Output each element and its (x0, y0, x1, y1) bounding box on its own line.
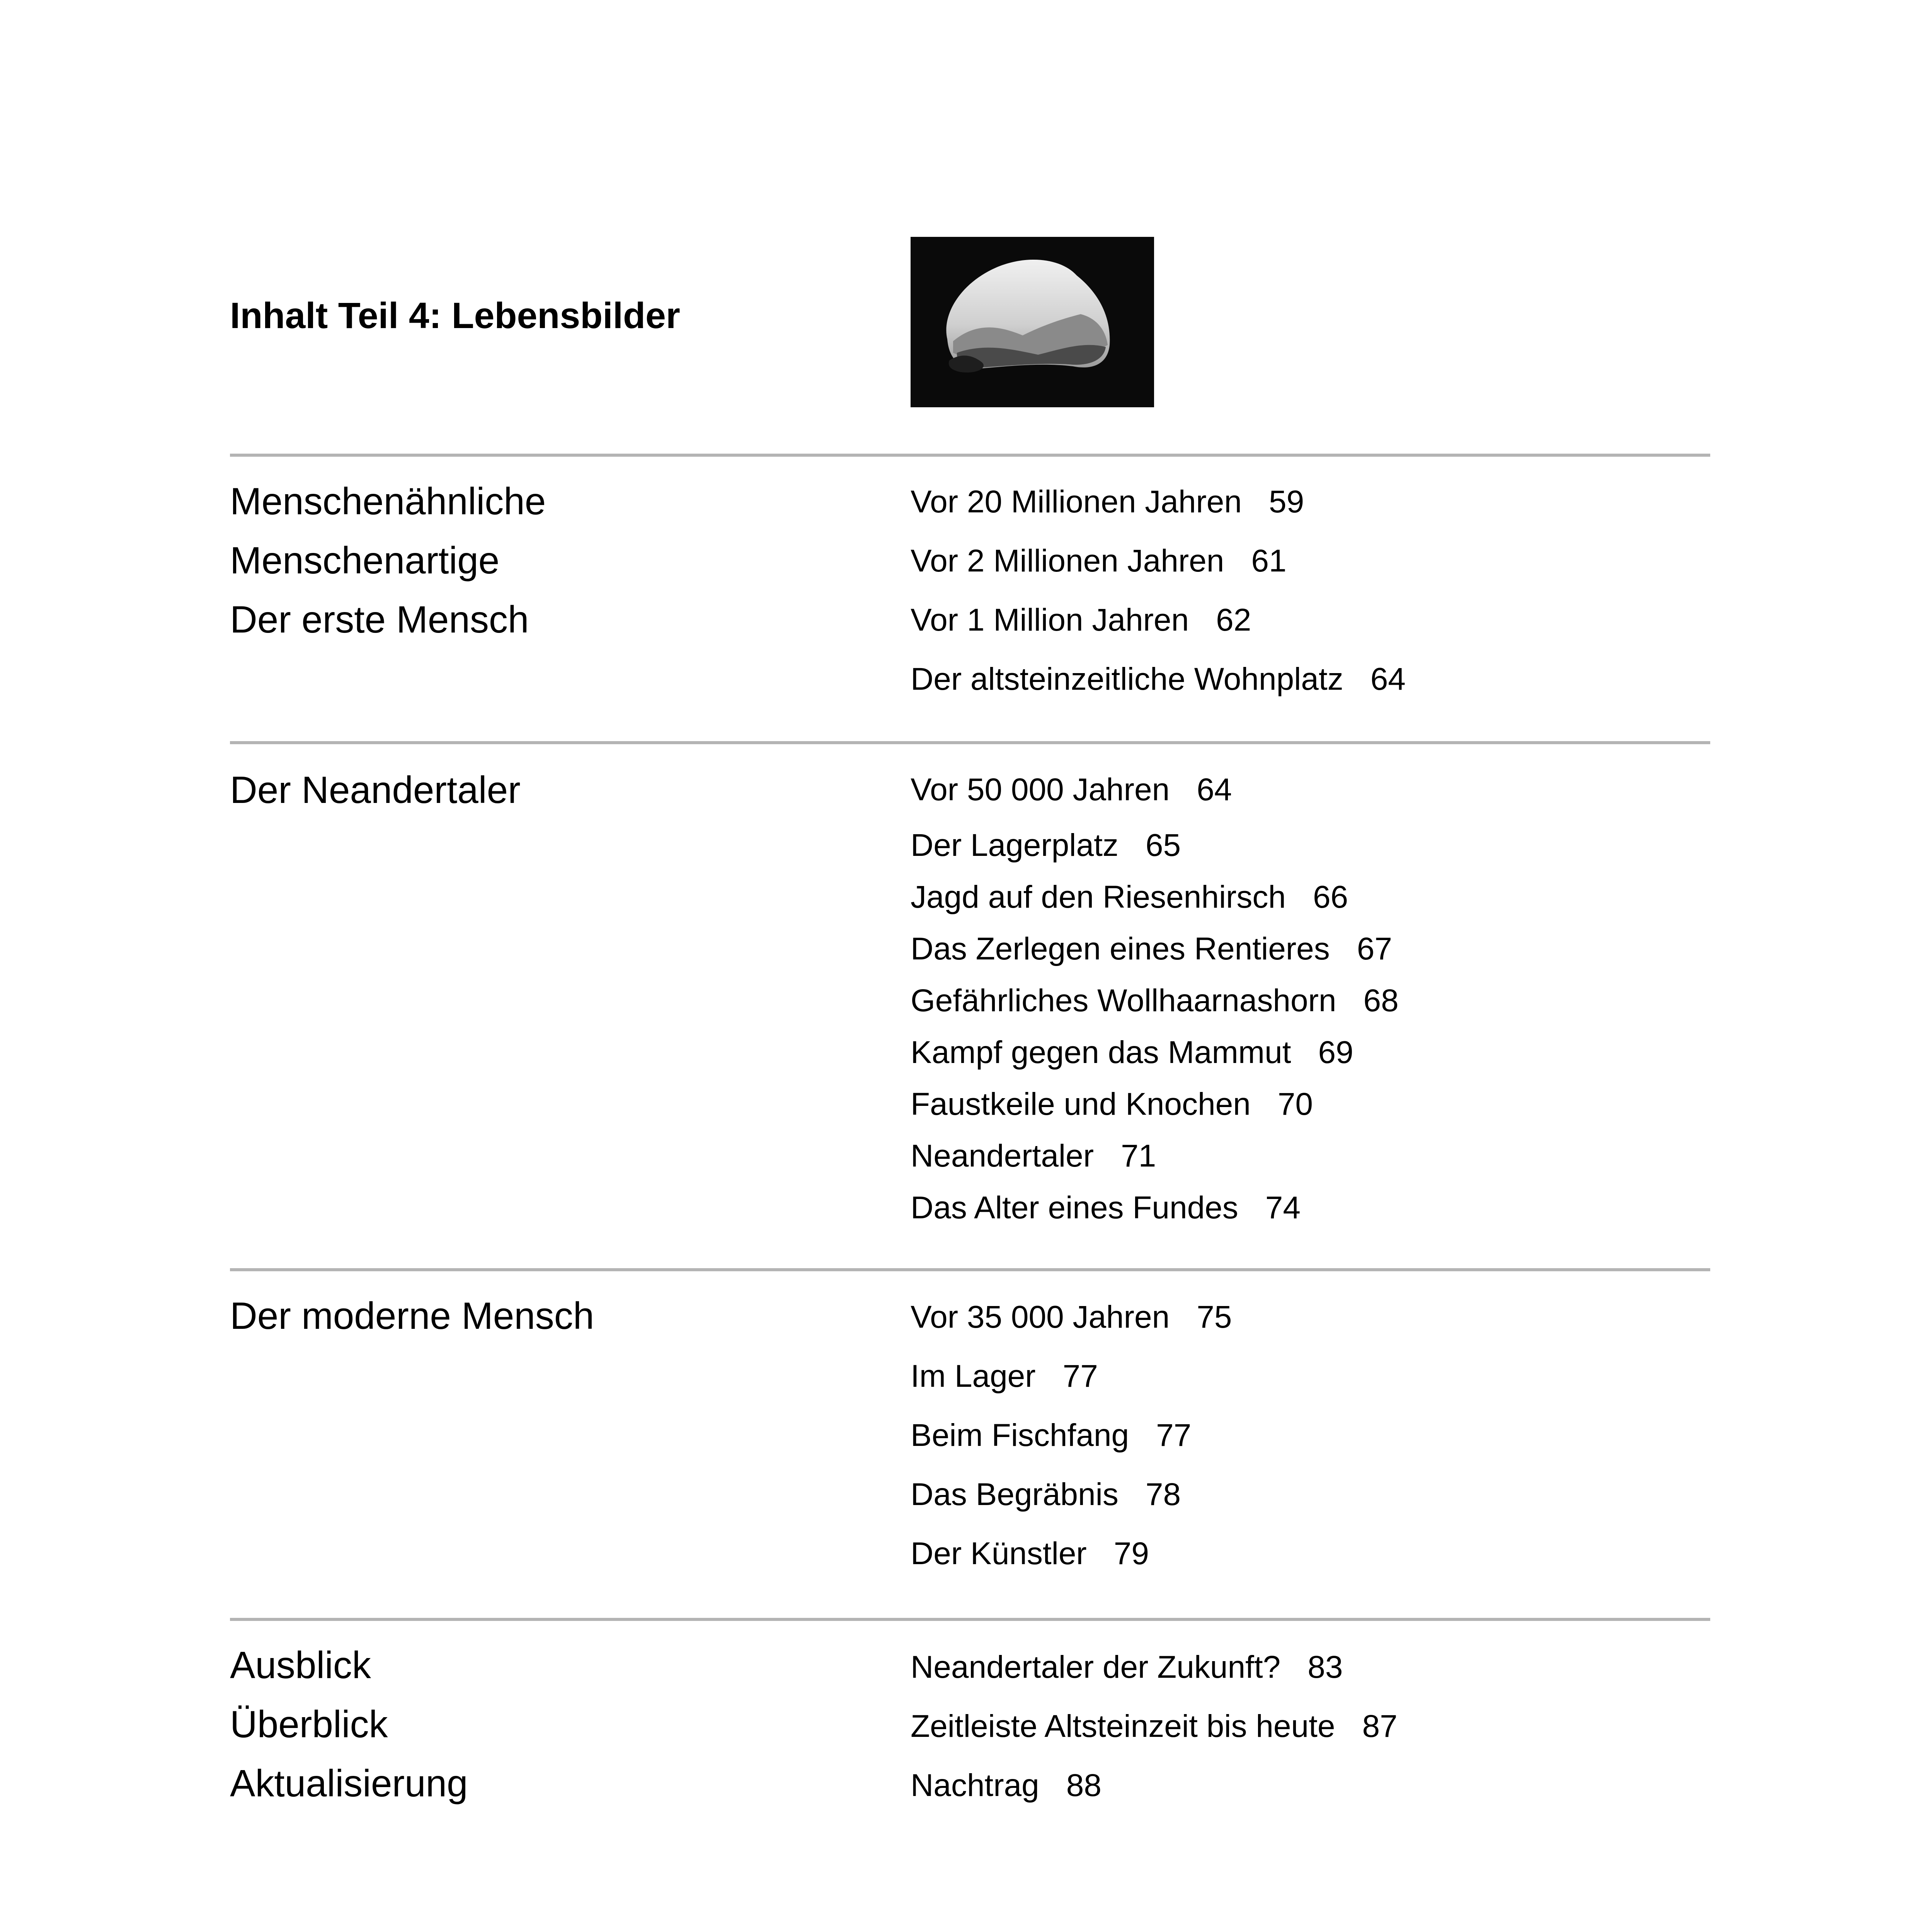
toc-entry-label: Nachtrag (911, 1768, 1039, 1803)
toc-entry-label: Jagd auf den Riesenhirsch (911, 879, 1286, 915)
section-heading: Überblick (230, 1703, 388, 1745)
section-divider-1 (230, 454, 1710, 457)
section-heading: Menschenartige (230, 539, 500, 582)
toc-entry[interactable] (911, 1479, 1181, 1510)
toc-entry-page: 66 (1313, 879, 1348, 915)
toc-entry[interactable] (911, 1711, 1398, 1742)
toc-entry[interactable] (911, 1770, 1102, 1801)
toc-entry-page: 67 (1357, 931, 1392, 966)
toc-entry[interactable] (911, 1140, 1156, 1172)
toc-entry-label: Faustkeile und Knochen (911, 1087, 1251, 1122)
toc-entry-label: Das Zerlegen eines Rentieres (911, 931, 1330, 966)
cave-opening-landscape-photo (911, 237, 1154, 407)
toc-entry[interactable] (911, 933, 1392, 965)
toc-entry[interactable] (911, 1420, 1191, 1451)
toc-entry-label: Vor 2 Millionen Jahren (911, 543, 1224, 578)
toc-entry[interactable] (911, 1037, 1353, 1068)
toc-entry-page: 74 (1265, 1190, 1301, 1225)
toc-entry-page: 62 (1216, 602, 1251, 638)
toc-entry[interactable] (911, 545, 1287, 577)
toc-entry-page: 59 (1268, 484, 1304, 519)
section-divider-3 (230, 1268, 1710, 1271)
toc-entry[interactable] (911, 1361, 1098, 1392)
toc-entry[interactable] (911, 604, 1251, 636)
toc-entry-label: Vor 35 000 Jahren (911, 1299, 1170, 1335)
toc-entry-page: 87 (1362, 1709, 1398, 1744)
toc-entry-label: Beim Fischfang (911, 1418, 1129, 1453)
toc-entry-label: Vor 1 Million Jahren (911, 602, 1189, 638)
toc-entry-page: 71 (1121, 1138, 1156, 1173)
toc-entry[interactable] (911, 1088, 1313, 1120)
toc-entry[interactable] (911, 985, 1399, 1017)
toc-entry-page: 88 (1066, 1768, 1102, 1803)
section-heading: Aktualisierung (230, 1762, 468, 1804)
toc-entry-label: Gefährliches Wollhaarnashorn (911, 983, 1336, 1018)
toc-entry-label: Der Künstler (911, 1536, 1087, 1571)
toc-entry-page: 64 (1370, 662, 1406, 697)
toc-entry-page: 77 (1156, 1418, 1192, 1453)
toc-entry-page: 77 (1062, 1359, 1098, 1394)
toc-entry-page: 78 (1145, 1477, 1181, 1512)
toc-entry[interactable] (911, 486, 1304, 518)
toc-entry-label: Kampf gegen das Mammut (911, 1035, 1291, 1070)
toc-entry-label: Neandertaler der Zukunft? (911, 1650, 1281, 1685)
toc-entry-page: 79 (1113, 1536, 1149, 1571)
section-heading: Menschenähnliche (230, 480, 546, 522)
toc-entry-label: Der altsteinzeitliche Wohnplatz (911, 662, 1343, 697)
toc-entry-page: 70 (1277, 1087, 1313, 1122)
toc-entry-page: 75 (1197, 1299, 1232, 1335)
section-heading: Der erste Mensch (230, 598, 529, 641)
toc-entry-page: 65 (1145, 828, 1181, 863)
toc-entry[interactable] (911, 774, 1232, 806)
toc-entry[interactable] (911, 1538, 1149, 1570)
toc-entry[interactable] (911, 663, 1406, 695)
toc-entry[interactable] (911, 1301, 1232, 1333)
toc-entry-label: Der Lagerplatz (911, 828, 1119, 863)
toc-entry-page: 69 (1318, 1035, 1353, 1070)
section-heading: Ausblick (230, 1644, 371, 1686)
toc-entry-page: 64 (1197, 772, 1232, 807)
toc-entry-page: 68 (1363, 983, 1399, 1018)
toc-entry-label: Zeitleiste Altsteinzeit bis heute (911, 1709, 1335, 1744)
toc-entry[interactable] (911, 1192, 1301, 1224)
toc-entry-label: Das Begräbnis (911, 1477, 1119, 1512)
toc-entry-label: Neandertaler (911, 1138, 1094, 1173)
section-heading: Der Neandertaler (230, 769, 521, 811)
section-divider-4 (230, 1618, 1710, 1621)
toc-entry-label: Das Alter eines Fundes (911, 1190, 1238, 1225)
toc-entry-label: Vor 50 000 Jahren (911, 772, 1170, 807)
toc-entry-page: 83 (1308, 1650, 1343, 1685)
toc-entry-label: Vor 20 Millionen Jahren (911, 484, 1242, 519)
toc-entry-label: Im Lager (911, 1359, 1036, 1394)
page-title: Inhalt Teil 4: Lebensbilder (230, 295, 680, 336)
section-divider-2 (230, 741, 1710, 744)
toc-entry[interactable] (911, 1651, 1343, 1683)
toc-entry[interactable] (911, 830, 1181, 861)
section-heading: Der moderne Mensch (230, 1294, 594, 1337)
toc-entry[interactable] (911, 881, 1348, 913)
toc-entry-page: 61 (1251, 543, 1287, 578)
